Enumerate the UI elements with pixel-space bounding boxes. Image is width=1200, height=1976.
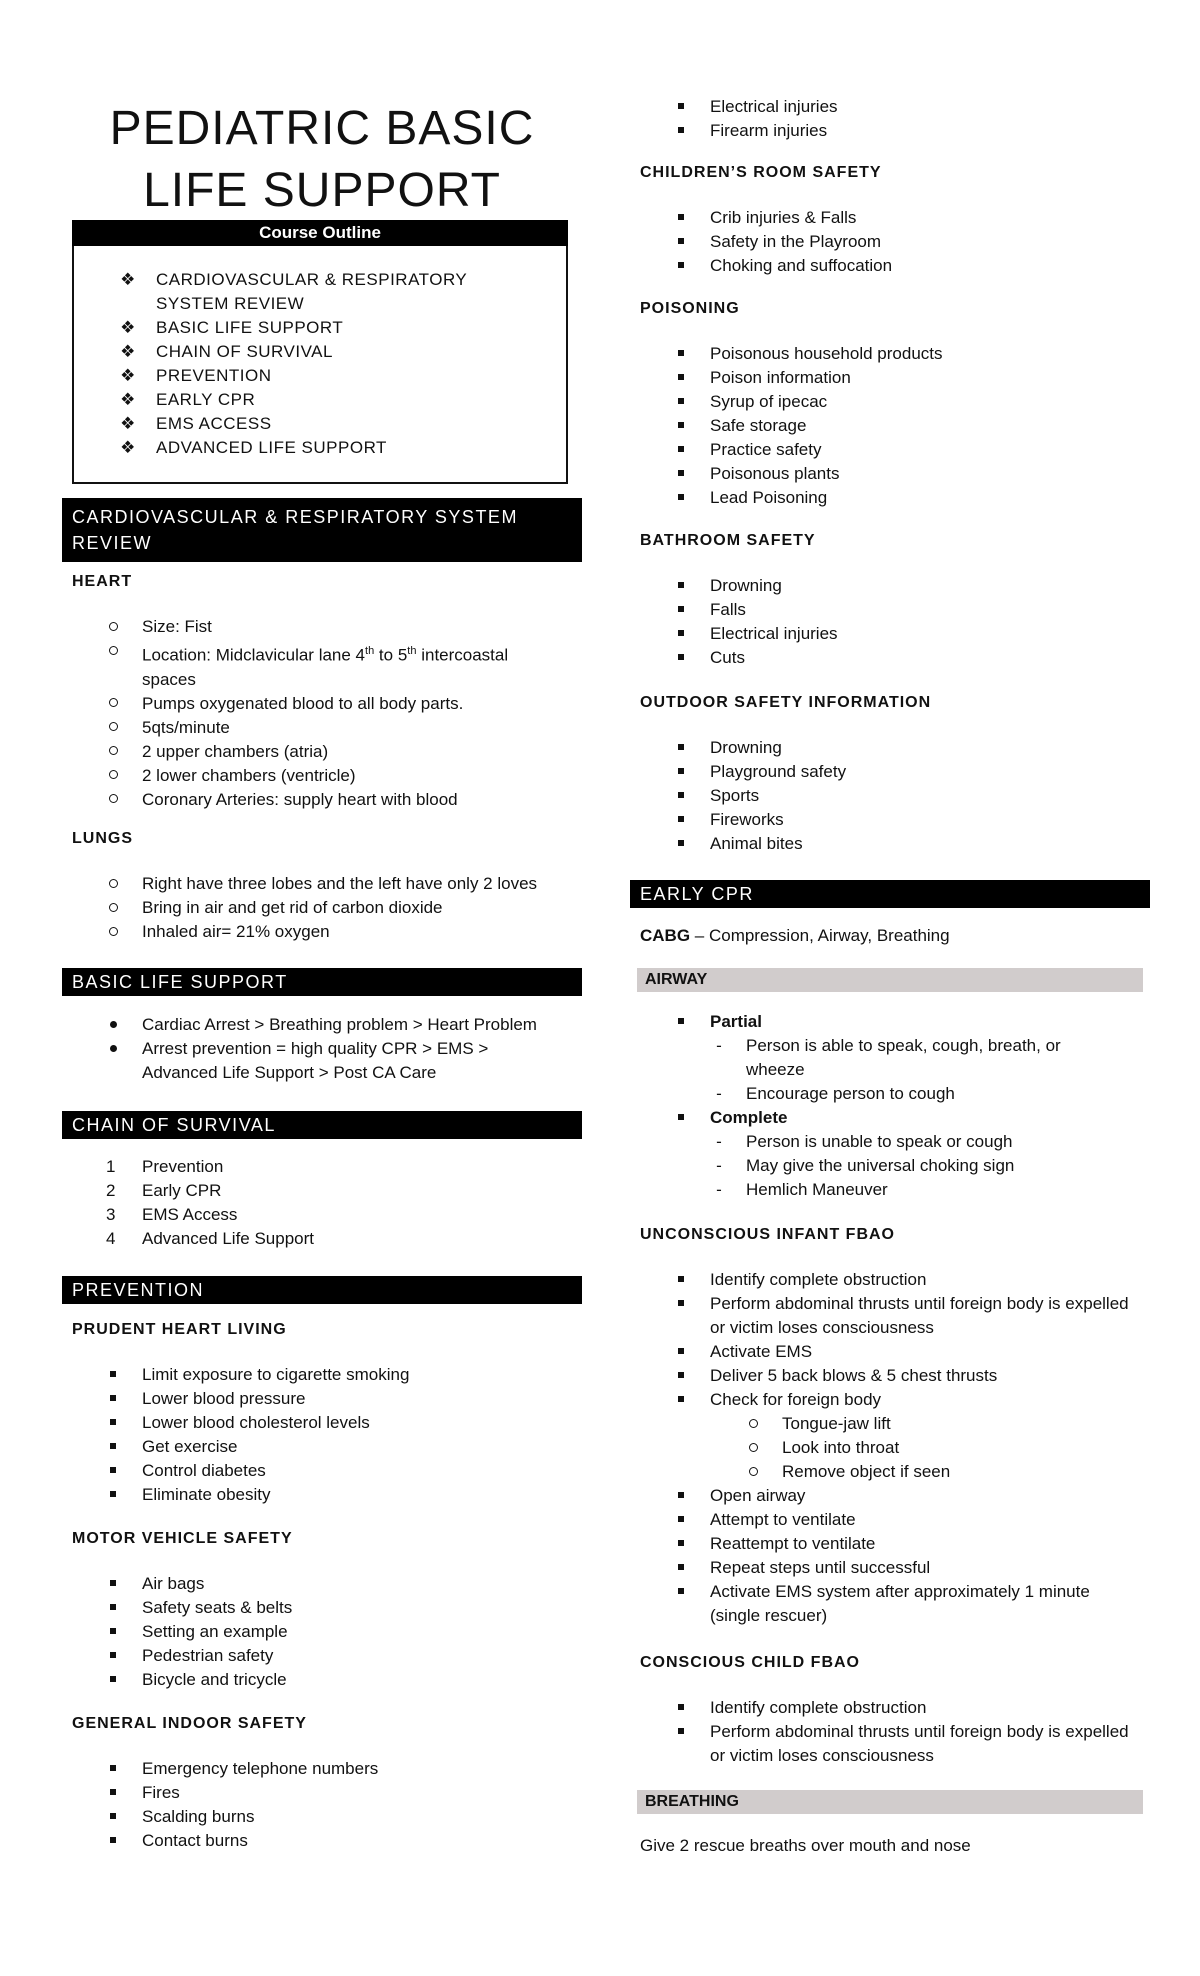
list-item: Playground safety [640, 760, 1140, 784]
heart-list [72, 615, 572, 812]
square-bullet-icon [678, 470, 684, 476]
list-item: Drowning [640, 574, 1140, 598]
subheading-heart: HEART [72, 573, 133, 590]
course-outline-list [74, 268, 566, 460]
list-subitem: - May give the universal choking sign [716, 1156, 1015, 1175]
square-bullet-icon [678, 768, 684, 774]
list-item: Poisonous plants [640, 462, 1140, 486]
list-item: 2 upper chambers (atria) [72, 740, 572, 764]
square-bullet-icon [678, 1276, 684, 1282]
square-bullet-icon [110, 1604, 116, 1610]
lungs-list [72, 872, 572, 944]
square-bullet-icon [110, 1789, 116, 1795]
list-item: 4 Advanced Life Support [106, 1229, 315, 1248]
list-item: Bring in air and get rid of carbon dioxide [72, 896, 572, 920]
list-item: 5qts/minute [72, 716, 572, 740]
list-item: 3 EMS Access [106, 1205, 238, 1224]
indoor-list-part2 [640, 95, 1140, 143]
subheading-bathroom-safety: BATHROOM SAFETY [640, 532, 816, 549]
list-item: Attempt to ventilate [640, 1508, 1140, 1532]
list-item: Lower blood pressure [72, 1387, 572, 1411]
list-item: Partial [640, 1010, 1140, 1034]
square-bullet-icon [678, 840, 684, 846]
square-bullet-icon [678, 1516, 684, 1522]
list-item: Safety in the Playroom [640, 230, 1140, 254]
course-outline-box [72, 220, 568, 484]
diamond-bullet-icon: ❖ [120, 342, 136, 361]
list-item: Repeat steps until successful [640, 1556, 1140, 1580]
airway-heading: AIRWAY [637, 968, 1143, 992]
square-bullet-icon [678, 654, 684, 660]
list-item: Limit exposure to cigarette smoking [72, 1363, 572, 1387]
list-item: Emergency telephone numbers [72, 1757, 572, 1781]
circle-bullet-icon [749, 1443, 758, 1452]
square-bullet-icon [678, 1114, 684, 1120]
circle-bullet-icon [109, 722, 118, 731]
square-bullet-icon [678, 398, 684, 404]
square-bullet-icon [678, 1588, 684, 1594]
motor-list [72, 1572, 572, 1692]
breathing-text: Give 2 rescue breaths over mouth and nose [640, 1836, 971, 1855]
square-bullet-icon [678, 1300, 684, 1306]
outline-item: ❖ EARLY CPR [118, 388, 566, 412]
square-bullet-icon [678, 494, 684, 500]
list-subitem: Tongue-jaw lift [640, 1412, 1140, 1436]
outline-item: ❖ BASIC LIFE SUPPORT [118, 316, 566, 340]
circle-bullet-icon [109, 698, 118, 707]
square-bullet-icon [110, 1813, 116, 1819]
section-heading-early-cpr: EARLY CPR [630, 880, 1150, 908]
breathing-heading: BREATHING [637, 1790, 1143, 1814]
list-item: Lead Poisoning [640, 486, 1140, 510]
square-bullet-icon [678, 792, 684, 798]
square-bullet-icon [678, 350, 684, 356]
course-outline-heading: Course Outline [72, 220, 568, 246]
list-item: Open airway [640, 1484, 1140, 1508]
list-item: Identify complete obstruction [640, 1268, 1140, 1292]
square-bullet-icon [678, 127, 684, 133]
circle-bullet-icon [109, 770, 118, 779]
list-item: Activate EMS [640, 1340, 1140, 1364]
square-bullet-icon [110, 1371, 116, 1377]
square-bullet-icon [678, 422, 684, 428]
list-item: Poisonous household products [640, 342, 1140, 366]
list-item: Right have three lobes and the left have only 2 loves [72, 872, 572, 896]
square-bullet-icon [678, 582, 684, 588]
list-subitem: - Person is able to speak, cough, breath, or wheeze [716, 1036, 1061, 1079]
list-item: Location: Midclavicular lane 4th to 5th intercoastal spaces [72, 639, 572, 692]
list-item: Animal bites [640, 832, 1140, 856]
dot-bullet-icon [110, 1045, 117, 1052]
list-item: Check for foreign body [640, 1388, 1140, 1412]
square-bullet-icon [678, 1348, 684, 1354]
square-bullet-icon [678, 1492, 684, 1498]
list-item: Get exercise [72, 1435, 572, 1459]
diamond-bullet-icon: ❖ [120, 438, 136, 457]
list-item: Crib injuries & Falls [640, 206, 1140, 230]
list-item: Drowning [640, 736, 1140, 760]
list-item: Contact burns [72, 1829, 572, 1853]
outline-item: ❖ PREVENTION [118, 364, 566, 388]
diamond-bullet-icon: ❖ [120, 270, 136, 289]
list-subitem: Look into throat [640, 1436, 1140, 1460]
chain-list [72, 1155, 572, 1251]
square-bullet-icon [110, 1467, 116, 1473]
list-item: Pedestrian safety [72, 1644, 572, 1668]
subheading-motor-vehicle-safety: MOTOR VEHICLE SAFETY [72, 1530, 293, 1547]
subheading-poisoning: POISONING [640, 300, 740, 317]
list-item: Cardiac Arrest > Breathing problem > Heart Problem [72, 1013, 572, 1037]
section-heading-bls: BASIC LIFE SUPPORT [62, 968, 582, 996]
list-subitem: - Person is unable to speak or cough [716, 1132, 1013, 1151]
room-list [640, 206, 1140, 278]
subheading-outdoor-safety: OUTDOOR SAFETY INFORMATION [640, 694, 932, 711]
diamond-bullet-icon: ❖ [120, 318, 136, 337]
list-item: Cuts [640, 646, 1140, 670]
list-item: Fireworks [640, 808, 1140, 832]
square-bullet-icon [110, 1652, 116, 1658]
list-item: Size: Fist [72, 615, 572, 639]
square-bullet-icon [110, 1837, 116, 1843]
square-bullet-icon [110, 1419, 116, 1425]
list-item: Scalding burns [72, 1805, 572, 1829]
list-item: Complete [640, 1106, 1140, 1130]
square-bullet-icon [678, 103, 684, 109]
list-item: Firearm injuries [640, 119, 1140, 143]
subheading-unconscious-infant-fbao: UNCONSCIOUS INFANT FBAO [640, 1226, 895, 1243]
dot-bullet-icon [110, 1021, 117, 1028]
heart-living-list [72, 1363, 572, 1507]
outline-item: ❖ CHAIN OF SURVIVAL [118, 340, 566, 364]
list-item: Eliminate obesity [72, 1483, 572, 1507]
circle-bullet-icon [109, 879, 118, 888]
square-bullet-icon [110, 1676, 116, 1682]
list-item: Syrup of ipecac [640, 390, 1140, 414]
circle-bullet-icon [109, 746, 118, 755]
child-list [640, 1696, 1140, 1768]
list-item: Setting an example [72, 1620, 572, 1644]
list-item: Bicycle and tricycle [72, 1668, 572, 1692]
square-bullet-icon [110, 1765, 116, 1771]
list-item: Deliver 5 back blows & 5 chest thrusts [640, 1364, 1140, 1388]
square-bullet-icon [678, 214, 684, 220]
poison-list [640, 342, 1140, 510]
list-item: Pumps oxygenated blood to all body parts. [72, 692, 572, 716]
square-bullet-icon [678, 630, 684, 636]
list-item: 1 Prevention [106, 1157, 224, 1176]
list-item: Poison information [640, 366, 1140, 390]
outdoor-list [640, 736, 1140, 856]
square-bullet-icon [678, 238, 684, 244]
subheading-lungs: LUNGS [72, 830, 133, 847]
square-bullet-icon [110, 1395, 116, 1401]
list-item: Safety seats & belts [72, 1596, 572, 1620]
list-item: Electrical injuries [640, 95, 1140, 119]
diamond-bullet-icon: ❖ [120, 414, 136, 433]
square-bullet-icon [678, 1018, 684, 1024]
circle-bullet-icon [109, 927, 118, 936]
airway-list [640, 1010, 1140, 1202]
list-item: Fires [72, 1781, 572, 1805]
square-bullet-icon [678, 744, 684, 750]
section-heading-prevention: PREVENTION [62, 1276, 582, 1304]
square-bullet-icon [678, 1564, 684, 1570]
list-item: Perform abdominal thrusts until foreign body is expelled or victim loses consciousness [640, 1720, 1140, 1768]
list-item: Perform abdominal thrusts until foreign body is expelled or victim loses consciousness [640, 1292, 1140, 1340]
square-bullet-icon [678, 1372, 684, 1378]
bls-list [72, 1013, 572, 1085]
list-item: Practice safety [640, 438, 1140, 462]
section-heading-cardio: CARDIOVASCULAR & RESPIRATORY SYSTEM REVIEW [62, 498, 582, 562]
list-item: Coronary Arteries: supply heart with blood [72, 788, 572, 812]
list-item: Arrest prevention = high quality CPR > EMS > Advanced Life Support > Post CA Care [72, 1037, 572, 1085]
square-bullet-icon [678, 1704, 684, 1710]
square-bullet-icon [678, 816, 684, 822]
circle-bullet-icon [109, 622, 118, 631]
list-item: 2 Early CPR [106, 1181, 222, 1200]
circle-bullet-icon [749, 1419, 758, 1428]
infant-list [640, 1268, 1140, 1628]
subheading-childrens-room-safety: CHILDREN’S ROOM SAFETY [640, 164, 882, 181]
circle-bullet-icon [109, 646, 118, 655]
list-subitem: Remove object if seen [640, 1460, 1140, 1484]
square-bullet-icon [110, 1628, 116, 1634]
square-bullet-icon [678, 606, 684, 612]
list-subitem: - Encourage person to cough [716, 1084, 955, 1103]
list-item: Control diabetes [72, 1459, 572, 1483]
square-bullet-icon [678, 1396, 684, 1402]
square-bullet-icon [678, 262, 684, 268]
square-bullet-icon [678, 374, 684, 380]
subheading-conscious-child-fbao: CONSCIOUS CHILD FBAO [640, 1654, 860, 1671]
square-bullet-icon [110, 1443, 116, 1449]
outline-item: ❖ ADVANCED LIFE SUPPORT [118, 436, 566, 460]
section-heading-chain: CHAIN OF SURVIVAL [62, 1111, 582, 1139]
cabg-line: CABG – Compression, Airway, Breathing [640, 926, 950, 945]
list-item: 2 lower chambers (ventricle) [72, 764, 572, 788]
bath-list [640, 574, 1140, 670]
circle-bullet-icon [109, 903, 118, 912]
page-title: PEDIATRIC BASIC LIFE SUPPORT [109, 102, 535, 217]
list-item: Lower blood cholesterol levels [72, 1411, 572, 1435]
list-subitem: - Hemlich Maneuver [716, 1180, 888, 1199]
list-item: Electrical injuries [640, 622, 1140, 646]
subheading-prudent-heart-living: PRUDENT HEART LIVING [72, 1321, 287, 1338]
list-item: Reattempt to ventilate [640, 1532, 1140, 1556]
square-bullet-icon [678, 446, 684, 452]
outline-item: ❖ EMS ACCESS [118, 412, 566, 436]
square-bullet-icon [110, 1491, 116, 1497]
list-item: Safe storage [640, 414, 1140, 438]
list-item: Sports [640, 784, 1140, 808]
square-bullet-icon [678, 1540, 684, 1546]
outline-item: ❖ CARDIOVASCULAR & RESPIRATORY SYSTEM REVIEW [118, 268, 566, 316]
list-item: Falls [640, 598, 1140, 622]
square-bullet-icon [678, 1728, 684, 1734]
circle-bullet-icon [749, 1467, 758, 1476]
circle-bullet-icon [109, 794, 118, 803]
diamond-bullet-icon: ❖ [120, 390, 136, 409]
list-item: Air bags [72, 1572, 572, 1596]
indoor-list-part1 [72, 1757, 572, 1853]
subheading-general-indoor-safety: GENERAL INDOOR SAFETY [72, 1715, 307, 1732]
list-item: Choking and suffocation [640, 254, 1140, 278]
list-item: Activate EMS system after approximately 1 minute (single rescuer) [640, 1580, 1140, 1628]
list-item: Inhaled air= 21% oxygen [72, 920, 572, 944]
list-item: Identify complete obstruction [640, 1696, 1140, 1720]
square-bullet-icon [110, 1580, 116, 1586]
diamond-bullet-icon: ❖ [120, 366, 136, 385]
